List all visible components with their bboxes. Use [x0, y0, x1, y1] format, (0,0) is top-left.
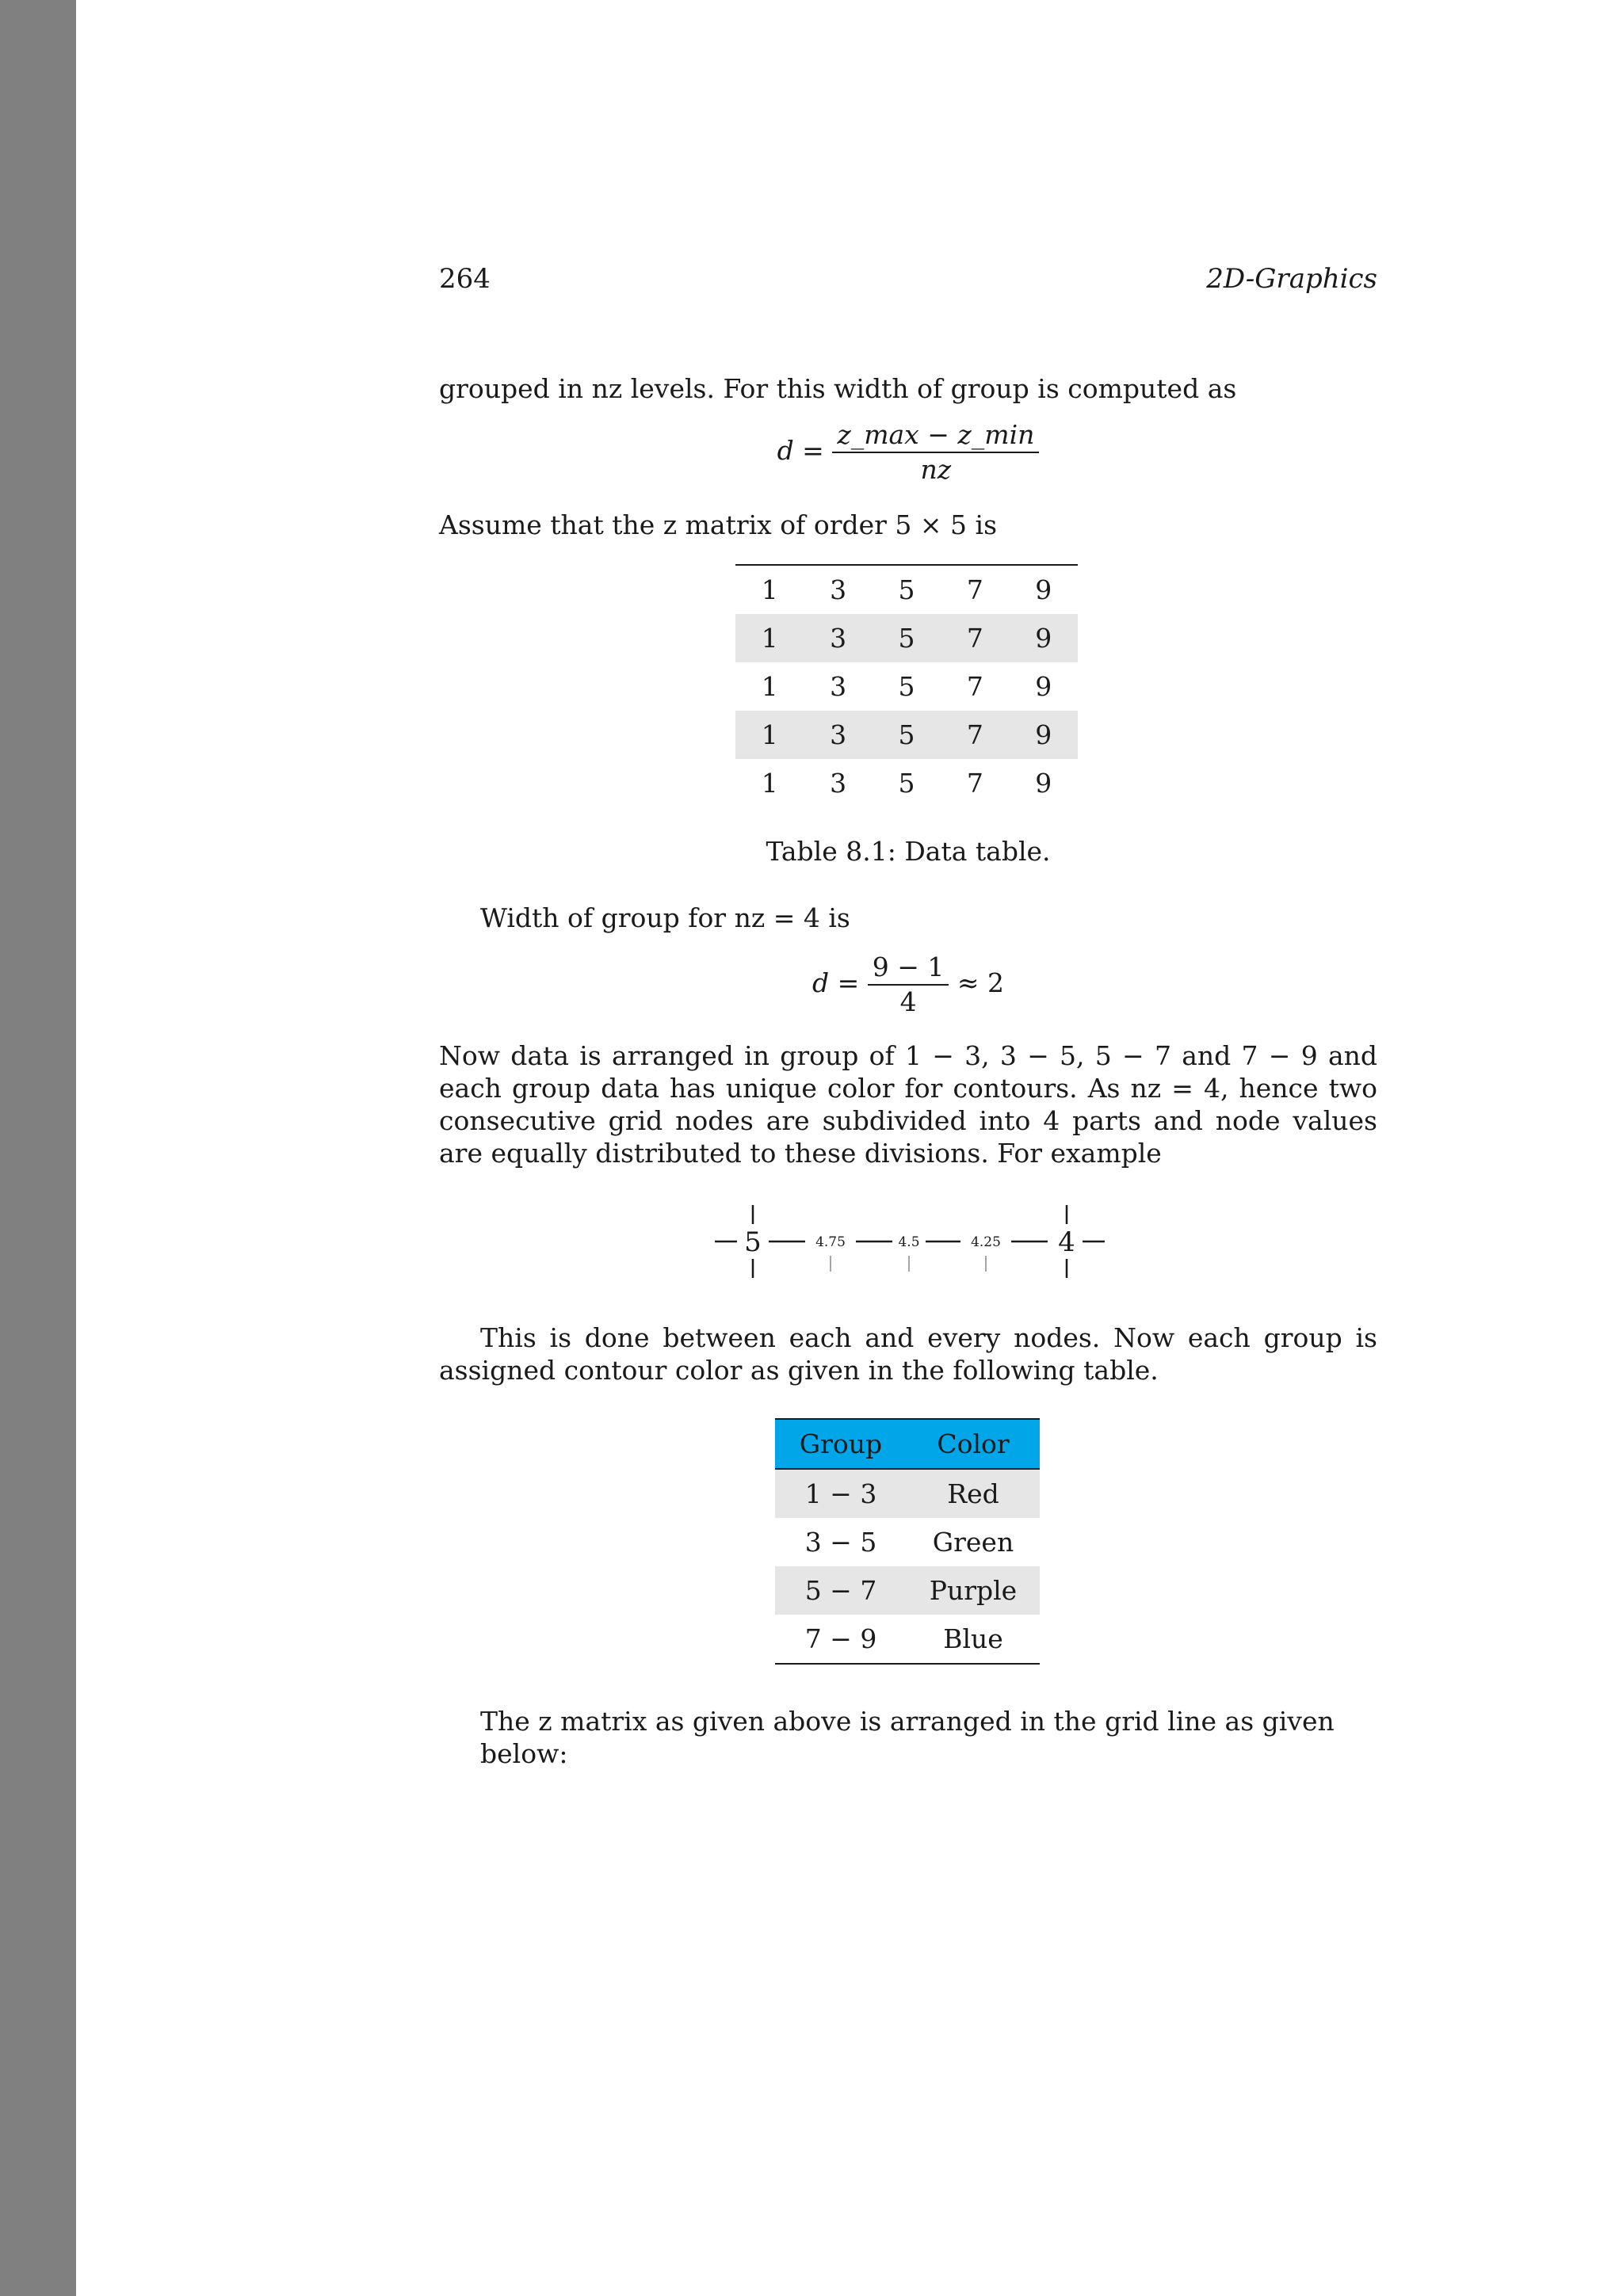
page-edge-band — [0, 0, 76, 2296]
subdivision-value-3: 4.25 — [971, 1234, 1001, 1250]
para-arranged: Now data is arranged in group of 1 − 3, 3 − 5, 5 − 7 and 7 − 9 and each group data has unique color for contours. As nz = 4, hence two consecutive grid nodes are subdivided into 4 parts and node values are equally distributed to these divisions. For example — [439, 1040, 1377, 1169]
z-matrix-cell: 7 — [966, 574, 983, 605]
z-matrix-cell: 3 — [804, 711, 872, 759]
z-matrix-cell: 3 — [830, 768, 847, 799]
group-color-cell: Green — [932, 1527, 1014, 1558]
eq1-denominator: nz — [920, 454, 952, 485]
color-table-row — [775, 1566, 1040, 1615]
z-matrix-cell: 1 — [735, 711, 804, 759]
color-table-header-row — [775, 1419, 1040, 1469]
z-matrix-cell: 1 — [761, 574, 778, 605]
width-line: Width of group for nz = 4 is — [480, 902, 850, 933]
color-table-row — [775, 1615, 1040, 1664]
z-matrix-row — [735, 565, 1078, 614]
z-matrix-cell: 9 — [1035, 574, 1052, 605]
group-range-cell: 1 − 3 — [775, 1469, 907, 1518]
para-done: This is done between each and every nodes. Now each group is assigned contour color as given in the following table. — [439, 1322, 1377, 1386]
group-range-cell: 5 − 7 — [775, 1566, 907, 1615]
subdivision-value-1: 4.75 — [815, 1234, 846, 1250]
z-matrix-row — [735, 662, 1078, 711]
z-matrix-row — [735, 759, 1078, 807]
z-matrix-cell: 7 — [941, 614, 1009, 662]
z-matrix-cell: 5 — [898, 768, 915, 799]
group-range-cell: 3 − 5 — [804, 1527, 877, 1558]
subdivision-value-2: 4.5 — [898, 1234, 920, 1250]
intro-line: grouped in nz levels. For this width of group is computed as — [439, 373, 1237, 404]
z-matrix-cell: 9 — [1010, 614, 1078, 662]
group-range-cell: 7 − 9 — [804, 1623, 877, 1654]
z-matrix-row — [735, 711, 1078, 759]
start-node-value: 5 — [744, 1226, 762, 1258]
z-matrix-cell: 1 — [761, 768, 778, 799]
eq2-numerator: 9 − 1 — [868, 951, 949, 986]
page-content — [439, 0, 1377, 2296]
group-color-table — [775, 1418, 1040, 1665]
eq1-numerator: z_max − z_min — [832, 418, 1039, 453]
eq2-denominator: 4 — [899, 986, 917, 1017]
z-matrix-table — [735, 564, 1078, 807]
z-matrix-cell: 7 — [966, 671, 983, 702]
eq1-fraction — [832, 418, 1039, 486]
z-matrix-cell: 3 — [830, 671, 847, 702]
page-number: 264 — [439, 263, 491, 295]
z-matrix-cell: 9 — [1035, 671, 1052, 702]
z-matrix-cell: 5 — [873, 711, 941, 759]
group-color-cell: Blue — [943, 1623, 1003, 1654]
header-color: Color — [907, 1419, 1040, 1469]
assume-line: Assume that the z matrix of order 5 × 5 is — [439, 509, 998, 540]
z-matrix-cell: 1 — [761, 671, 778, 702]
eq2-lhs: d = — [812, 967, 860, 998]
z-matrix-cell: 3 — [830, 574, 847, 605]
header-group: Group — [775, 1419, 907, 1469]
running-head-chapter: 2D-Graphics — [1206, 263, 1377, 295]
z-matrix-cell: 1 — [735, 614, 804, 662]
z-matrix-cell: 5 — [898, 671, 915, 702]
z-matrix-cell: 9 — [1035, 768, 1052, 799]
z-matrix-row — [735, 614, 1078, 662]
eq2-fraction — [868, 951, 949, 1019]
equation-width-formula — [439, 418, 1377, 486]
color-table-row — [775, 1469, 1040, 1518]
z-matrix-cell: 7 — [941, 711, 1009, 759]
group-color-cell: Red — [907, 1469, 1040, 1518]
z-matrix-cell: 5 — [873, 614, 941, 662]
equation-width-value — [439, 951, 1377, 1019]
node-subdivision-diagram — [708, 1192, 1113, 1295]
color-table-row — [775, 1518, 1040, 1566]
z-matrix-cell: 3 — [804, 614, 872, 662]
group-color-cell: Purple — [907, 1566, 1040, 1615]
z-matrix-cell: 9 — [1010, 711, 1078, 759]
closing-line: The z matrix as given above is arranged in the grid line as given below: — [480, 1706, 1335, 1769]
end-node-value: 4 — [1058, 1226, 1075, 1258]
eq2-rhs: ≈ 2 — [957, 967, 1005, 998]
table-caption: Table 8.1: Data table. — [766, 836, 1051, 867]
eq1-lhs: d = — [777, 435, 824, 466]
z-matrix-cell: 7 — [966, 768, 983, 799]
z-matrix-cell: 5 — [898, 574, 915, 605]
